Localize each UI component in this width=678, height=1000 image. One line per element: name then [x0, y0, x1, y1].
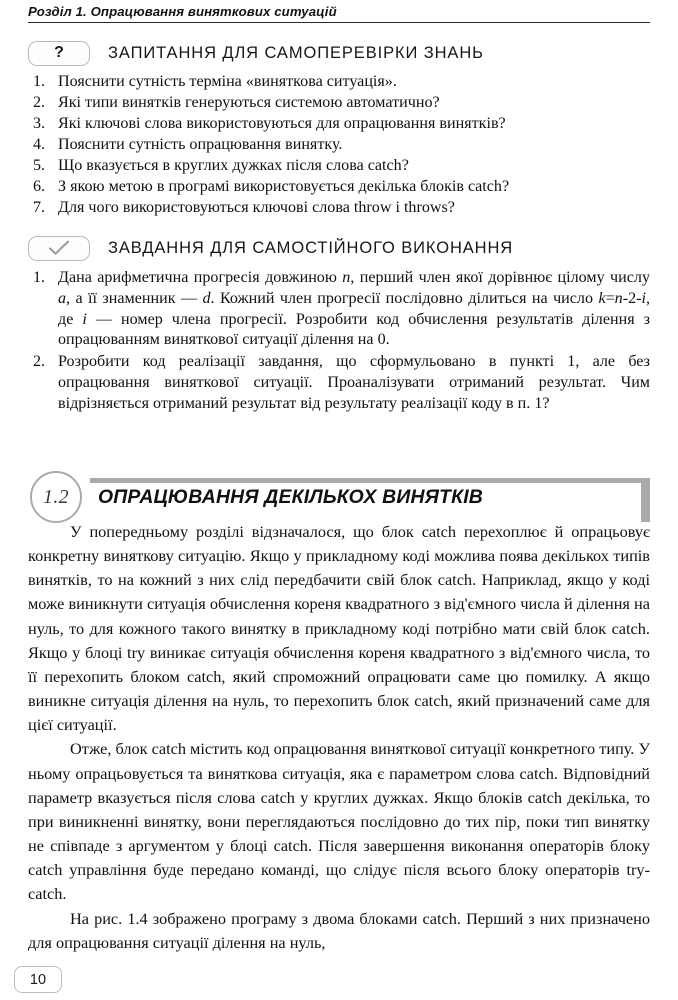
list-item-text: Пояснити сутність терміна «виняткова ситуація». [58, 73, 397, 90]
questions-list [28, 72, 650, 219]
list-item-text: Які типи винятків генеруються системою автоматично? [58, 94, 440, 111]
checkmark-glyph [48, 240, 70, 256]
tasks-rubric-header [28, 235, 513, 261]
list-item-number: 6. [33, 178, 46, 195]
question-mark-icon [28, 41, 90, 66]
list-item-number: 2. [33, 94, 46, 111]
section-bracket-top-rule [90, 478, 650, 483]
question-mark-glyph: ? [54, 44, 64, 61]
section-bracket-right-bar [641, 478, 650, 522]
list-item [28, 268, 650, 351]
questions-rubric-header [28, 40, 484, 66]
list-item-number: 7. [33, 199, 46, 216]
questions-section-title: ЗАПИТАННЯ ДЛЯ САМОПЕРЕВІРКИ ЗНАНЬ [108, 43, 484, 62]
list-item [28, 72, 650, 92]
paragraph: На рис. 1.4 зображено програму з двома блоками catch. Перший з них призначено для опрацювання ситуації ділення на нуль, [28, 908, 650, 952]
list-item [28, 177, 650, 197]
checkmark-icon [28, 236, 90, 261]
paragraph: У попередньому розділі відзначалося, що блок catch перехоплює й опрацьовує конкретну виняткову ситуацію. Якщо у прикладному коді можлива поява декількох типів винятків, то на кожний з них слід передбачити свій блок catch. Наприклад, якщо у коді може виникнути ситуація обчислення кореня квадратного з від'ємного числа й ділення на нуль, то для кожного такого винятку в прикладному коді потрібно мати свій блок catch. Якщо у блоці try виникає ситуація обчислення кореня квадратного з від'ємного числа, то її перехопить блоком catch, який спроможний опрацювати саме цю помилку. А якщо виникне ситуація ділення на нуль, то перехопить блок catch, який призначений саме для цієї ситуації. [28, 522, 650, 735]
list-item [28, 198, 650, 218]
running-header-rule [28, 22, 650, 23]
list-item-text: З якою метою в програмі використовується декілька блоків catch? [58, 178, 510, 195]
body-copy [28, 520, 650, 955]
list-item-number: 4. [33, 136, 46, 153]
list-item [28, 156, 650, 176]
list-item [28, 135, 650, 155]
paragraph: Отже, блок catch містить код опрацювання виняткової ситуації конкретного типу. У ньому опрацьовується та виняткова ситуація, яка є параметром слова catch. Відповідний параметр вказується після слова catch у круглих дужках. Якщо блоків catch декілька, то при виникненні винятку, вони переглядаються послідовно до тих пір, поки тип винятку не співпаде з аргументом у блоці catch. Після завершення виконання операторів блоку catch управління буде передано команді, що слідує після всього блоку операторів try-catch. [28, 739, 650, 904]
tasks-section-title: ЗАВДАННЯ ДЛЯ САМОСТІЙНОГО ВИКОНАННЯ [108, 238, 514, 257]
section-number-badge [30, 471, 82, 523]
list-item-number: 2. [33, 353, 46, 371]
list-item [28, 352, 650, 414]
list-item [28, 93, 650, 113]
running-header [28, 4, 650, 23]
list-item-text: Що вказується в круглих дужках після слова catch? [58, 157, 409, 174]
list-item-text: Які ключові слова використовуються для опрацювання винятків? [58, 115, 506, 132]
list-item-number: 1. [33, 269, 46, 286]
page-number-badge [14, 966, 62, 993]
list-item-number: 1. [33, 73, 46, 90]
list-item-text: Розробити код реалізації завдання, що сформульовано в пункті 1, але без опрацювання виняткової ситуації. Проаналізувати отриманий результат. Чим відрізняється отриманий результат від результату реалізації коду в п. 1? [58, 353, 650, 412]
running-header-title: Розділ 1. Опрацювання виняткових ситуацій [28, 4, 337, 19]
list-item-text: Дана арифметична прогресія довжиною n, перший член якої дорівнює цілому числу a, а її знаменник — d. Кожний член прогресії послідовно ділиться на число k=n-2-i, де i — номер члена прогресії. Розробити код обчислення результатів ділення з опрацюванням виняткової ситуації ділення на 0. [58, 269, 650, 349]
section-heading [28, 470, 650, 520]
list-item-number: 5. [33, 157, 46, 174]
page-number: 10 [29, 971, 47, 988]
list-item-text: Пояснити сутність опрацювання винятку. [58, 136, 343, 153]
list-item-number: 3. [33, 115, 46, 132]
section-title: ОПРАЦЮВАННЯ ДЕКІЛЬКОХ ВИНЯТКІВ [98, 486, 484, 508]
list-item-text: Для чого використовуються ключові слова throw i throws? [58, 199, 455, 216]
list-item [28, 114, 650, 134]
tasks-list [28, 268, 650, 416]
section-number: 1.2 [43, 485, 69, 508]
